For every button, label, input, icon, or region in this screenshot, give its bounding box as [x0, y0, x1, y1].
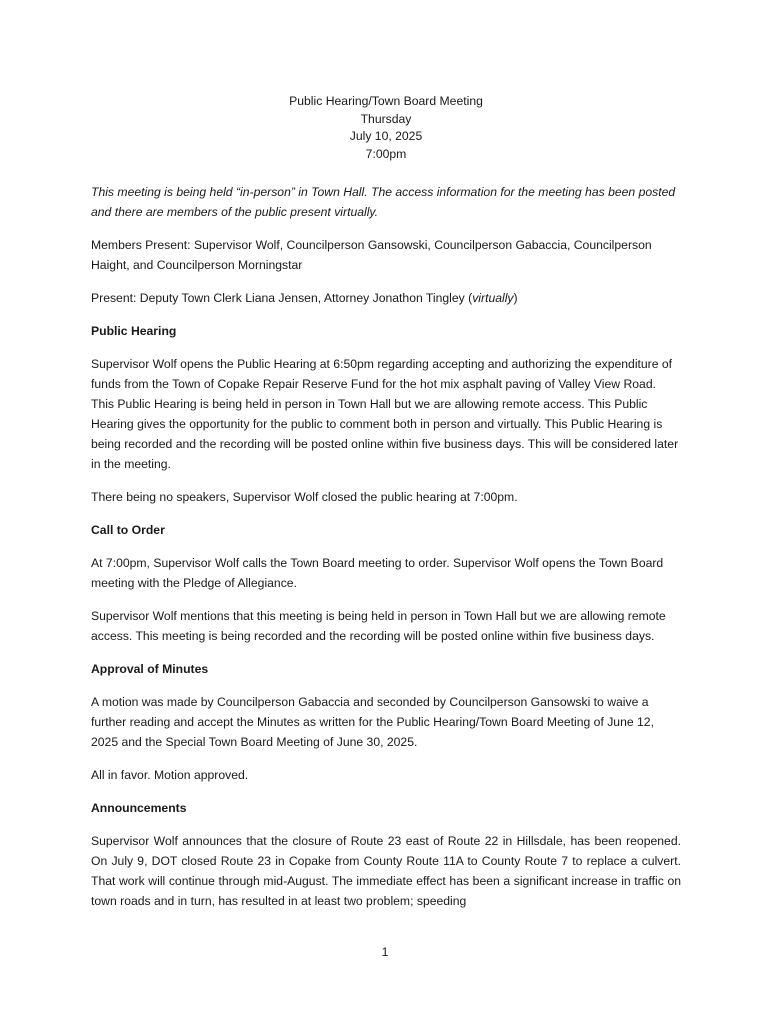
call-to-order-paragraph: At 7:00pm, Supervisor Wolf calls the Town Board meeting to order. Supervisor Wolf opens the Town Board meeting with the Pledge of Allegiance.	[91, 556, 664, 590]
meeting-date: July 10, 2025	[349, 129, 423, 143]
present-line	[91, 288, 681, 308]
announcements-heading: Announcements	[91, 801, 187, 815]
present-virtually: virtually	[472, 291, 514, 305]
public-hearing-closed-paragraph: There being no speakers, Supervisor Wolf closed the public hearing at 7:00pm.	[91, 490, 518, 504]
meeting-day: Thursday	[360, 111, 412, 126]
minutes-vote-paragraph: All in favor. Motion approved.	[91, 768, 249, 782]
meeting-title: Public Hearing/Town Board Meeting	[289, 94, 483, 108]
remote-access-paragraph: Supervisor Wolf mentions that this meeting is being held in person in Town Hall but we are allowing remote access. This meeting is being recorded and the recording will be posted online within five business days.	[91, 609, 666, 643]
call-to-order-heading: Call to Order	[91, 523, 165, 537]
document-body	[91, 93, 681, 924]
public-hearing-heading: Public Hearing	[91, 324, 177, 338]
meeting-time: 7:00pm	[365, 146, 407, 161]
present-suffix: )	[513, 291, 518, 305]
approval-of-minutes-heading: Approval of Minutes	[91, 662, 209, 676]
announcements-paragraph: Supervisor Wolf announces that the closure of Route 23 east of Route 22 in Hillsdale, has been reopened. On July 9, DOT closed Route 23 in Copake from County Route 11A to County Route 7 to replace a culvert. That work will continue through mid-August. The immediate effect has been a significant increase in traffic on town roads and in turn, has resulted in at least two problem; speeding	[91, 834, 681, 908]
members-present: Members Present: Supervisor Wolf, Councilperson Gansowski, Councilperson Gabaccia, Councilperson Haight, and Councilperson Morningstar	[91, 238, 652, 272]
intro-paragraph: This meeting is being held “in-person” in Town Hall. The access information for the meeting has been posted and there are members of the public present virtually.	[91, 185, 676, 219]
minutes-motion-paragraph: A motion was made by Councilperson Gabaccia and seconded by Councilperson Gansowski to waive a further reading and accept the Minutes as written for the Public Hearing/Town Board Meeting of June 12, 2025 and the Special Town Board Meeting of June 30, 2025.	[91, 695, 654, 749]
page-number: 1	[381, 945, 389, 959]
meeting-header	[91, 93, 681, 163]
present-prefix: Present: Deputy Town Clerk Liana Jensen, Attorney Jonathon Tingley (	[91, 291, 473, 305]
public-hearing-paragraph: Supervisor Wolf opens the Public Hearing at 6:50pm regarding accepting and authorizing the expenditure of funds from the Town of Copake Repair Reserve Fund for the hot mix asphalt paving of Valley View Road. This Public Hearing is being held in person in Town Hall but we are allowing remote access. This Public Hearing gives the opportunity for the public to comment both in person and virtually. This Public Hearing is being recorded and the recording will be posted online within five business days. This will be considered later in the meeting.	[91, 357, 679, 471]
